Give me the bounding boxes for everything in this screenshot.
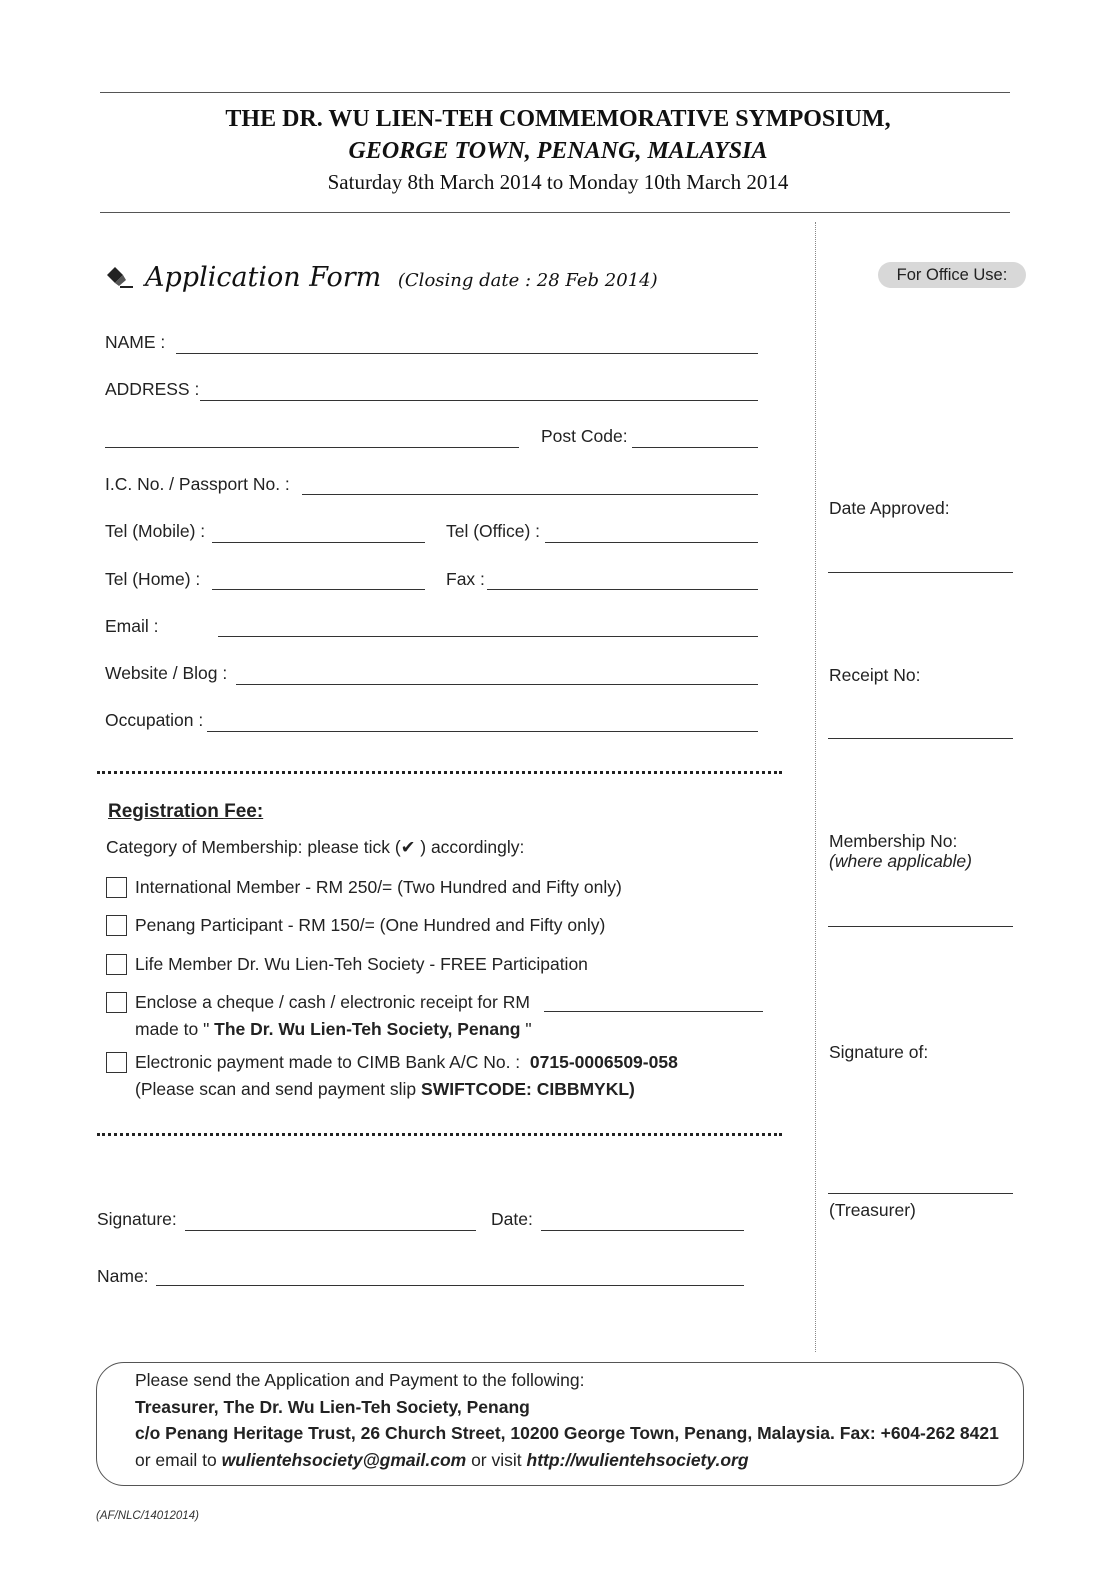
office-use-badge: For Office Use: [878,262,1026,288]
tel-office-label: Tel (Office) : [446,521,541,541]
option-penang: Penang Participant - RM 150/= (One Hundred and Fifty only) [135,915,606,935]
membership-note: (where applicable) [829,851,972,871]
signoff-name-field[interactable] [156,1285,744,1286]
website-label: Website / Blog : [105,663,228,683]
name-label: NAME : [105,332,166,352]
header-bottom-rule [100,212,1010,213]
tick-icon: ✔ [400,837,416,857]
fax-field[interactable] [487,589,758,590]
header-title: THE DR. WU LIEN-TEH COMMEMORATIVE SYMPOSIUM, [225,106,891,132]
form-title: Application Form (Closing date : 28 Feb 2014) [145,262,658,293]
tel-mobile-field[interactable] [212,542,425,543]
checkbox-life-member[interactable] [106,954,127,975]
signature-field[interactable] [185,1230,476,1231]
bank-account-number: 0715-0006509-058 [529,1052,678,1072]
website-field[interactable] [236,684,758,685]
address-field-line1[interactable] [200,400,758,401]
footer-line3: c/o Penang Heritage Trust, 26 Church Street, 10200 George Town, Penang, Malaysia. Fax: +604-262 8421 [135,1423,999,1443]
ic-passport-field[interactable] [302,494,758,495]
tel-home-field[interactable] [212,589,425,590]
registration-heading: Registration Fee: [108,801,264,822]
section-divider-top [97,771,782,774]
treasurer-signature-field[interactable] [828,1193,1013,1194]
footer-line2: Treasurer, The Dr. Wu Lien-Teh Society, Penang [135,1397,530,1417]
signature-label: Signature: [97,1209,177,1229]
closing-date: (Closing date : 28 Feb 2014) [397,270,658,291]
website-link[interactable]: http://wulientehsociety.org [526,1450,749,1470]
contact-email-link[interactable]: wulientehsociety@gmail.com [221,1450,467,1470]
address-label: ADDRESS : [105,379,200,399]
cheque-amount-field[interactable] [544,1011,763,1012]
checkbox-penang[interactable] [106,915,127,936]
checkbox-cheque[interactable] [106,992,127,1013]
email-field[interactable] [218,636,758,637]
date-approved-label: Date Approved: [829,498,950,518]
office-column-divider [815,222,816,1352]
checkbox-electronic-payment[interactable] [106,1052,127,1073]
membership-instruction: Category of Membership: please tick (✔ ) accordingly: [106,837,525,857]
tel-mobile-label: Tel (Mobile) : [105,521,206,541]
signature-of-label: Signature of: [829,1042,929,1062]
option-epay-line1: Electronic payment made to CIMB Bank A/C No. : 0715-0006509-058 [135,1052,678,1072]
fax-label: Fax : [446,569,485,589]
swift-code: SWIFTCODE: CIBBMYKL) [421,1079,635,1099]
document-code: (AF/NLC/14012014) [96,1510,199,1522]
occupation-label: Occupation : [105,710,204,730]
tel-office-field[interactable] [545,542,758,543]
date-field[interactable] [541,1230,744,1231]
postcode-field[interactable] [632,447,758,448]
email-label: Email : [105,616,159,636]
receipt-no-label: Receipt No: [829,665,921,685]
name-field[interactable] [176,353,758,354]
option-epay-line2: (Please scan and send payment slip SWIFTCODE: CIBBMYKL) [135,1079,635,1099]
header-top-rule [100,92,1010,93]
option-international: International Member - RM 250/= (Two Hundred and Fifty only) [135,877,622,897]
receipt-no-field[interactable] [828,738,1013,739]
header-dates: Saturday 8th March 2014 to Monday 10th March 2014 [327,170,789,194]
signoff-name-label: Name: [97,1266,149,1286]
membership-no-field[interactable] [828,926,1013,927]
option-life-member: Life Member Dr. Wu Lien-Teh Society - FREE Participation [135,954,588,974]
footer-line4: or email to wulientehsociety@gmail.com or visit http://wulientehsociety.org [135,1450,749,1470]
checkbox-international[interactable] [106,877,127,898]
ic-passport-label: I.C. No. / Passport No. : [105,474,290,494]
section-divider-bottom [97,1133,782,1136]
treasurer-label: (Treasurer) [829,1200,916,1220]
tel-home-label: Tel (Home) : [105,569,201,589]
footer-line1: Please send the Application and Payment to the following: [135,1370,585,1390]
pen-icon [104,266,134,290]
date-approved-field[interactable] [828,572,1013,573]
option-cheque-line1: Enclose a cheque / cash / electronic receipt for RM [135,992,530,1012]
address-field-line2[interactable] [105,447,519,448]
occupation-field[interactable] [207,731,758,732]
postcode-label: Post Code: [541,426,628,446]
header-location: GEORGE TOWN, PENANG, MALAYSIA [348,138,768,164]
membership-no-label: Membership No: [829,831,958,851]
date-label: Date: [491,1209,533,1229]
option-cheque-line2: made to " The Dr. Wu Lien-Teh Society, Penang " [135,1019,532,1039]
